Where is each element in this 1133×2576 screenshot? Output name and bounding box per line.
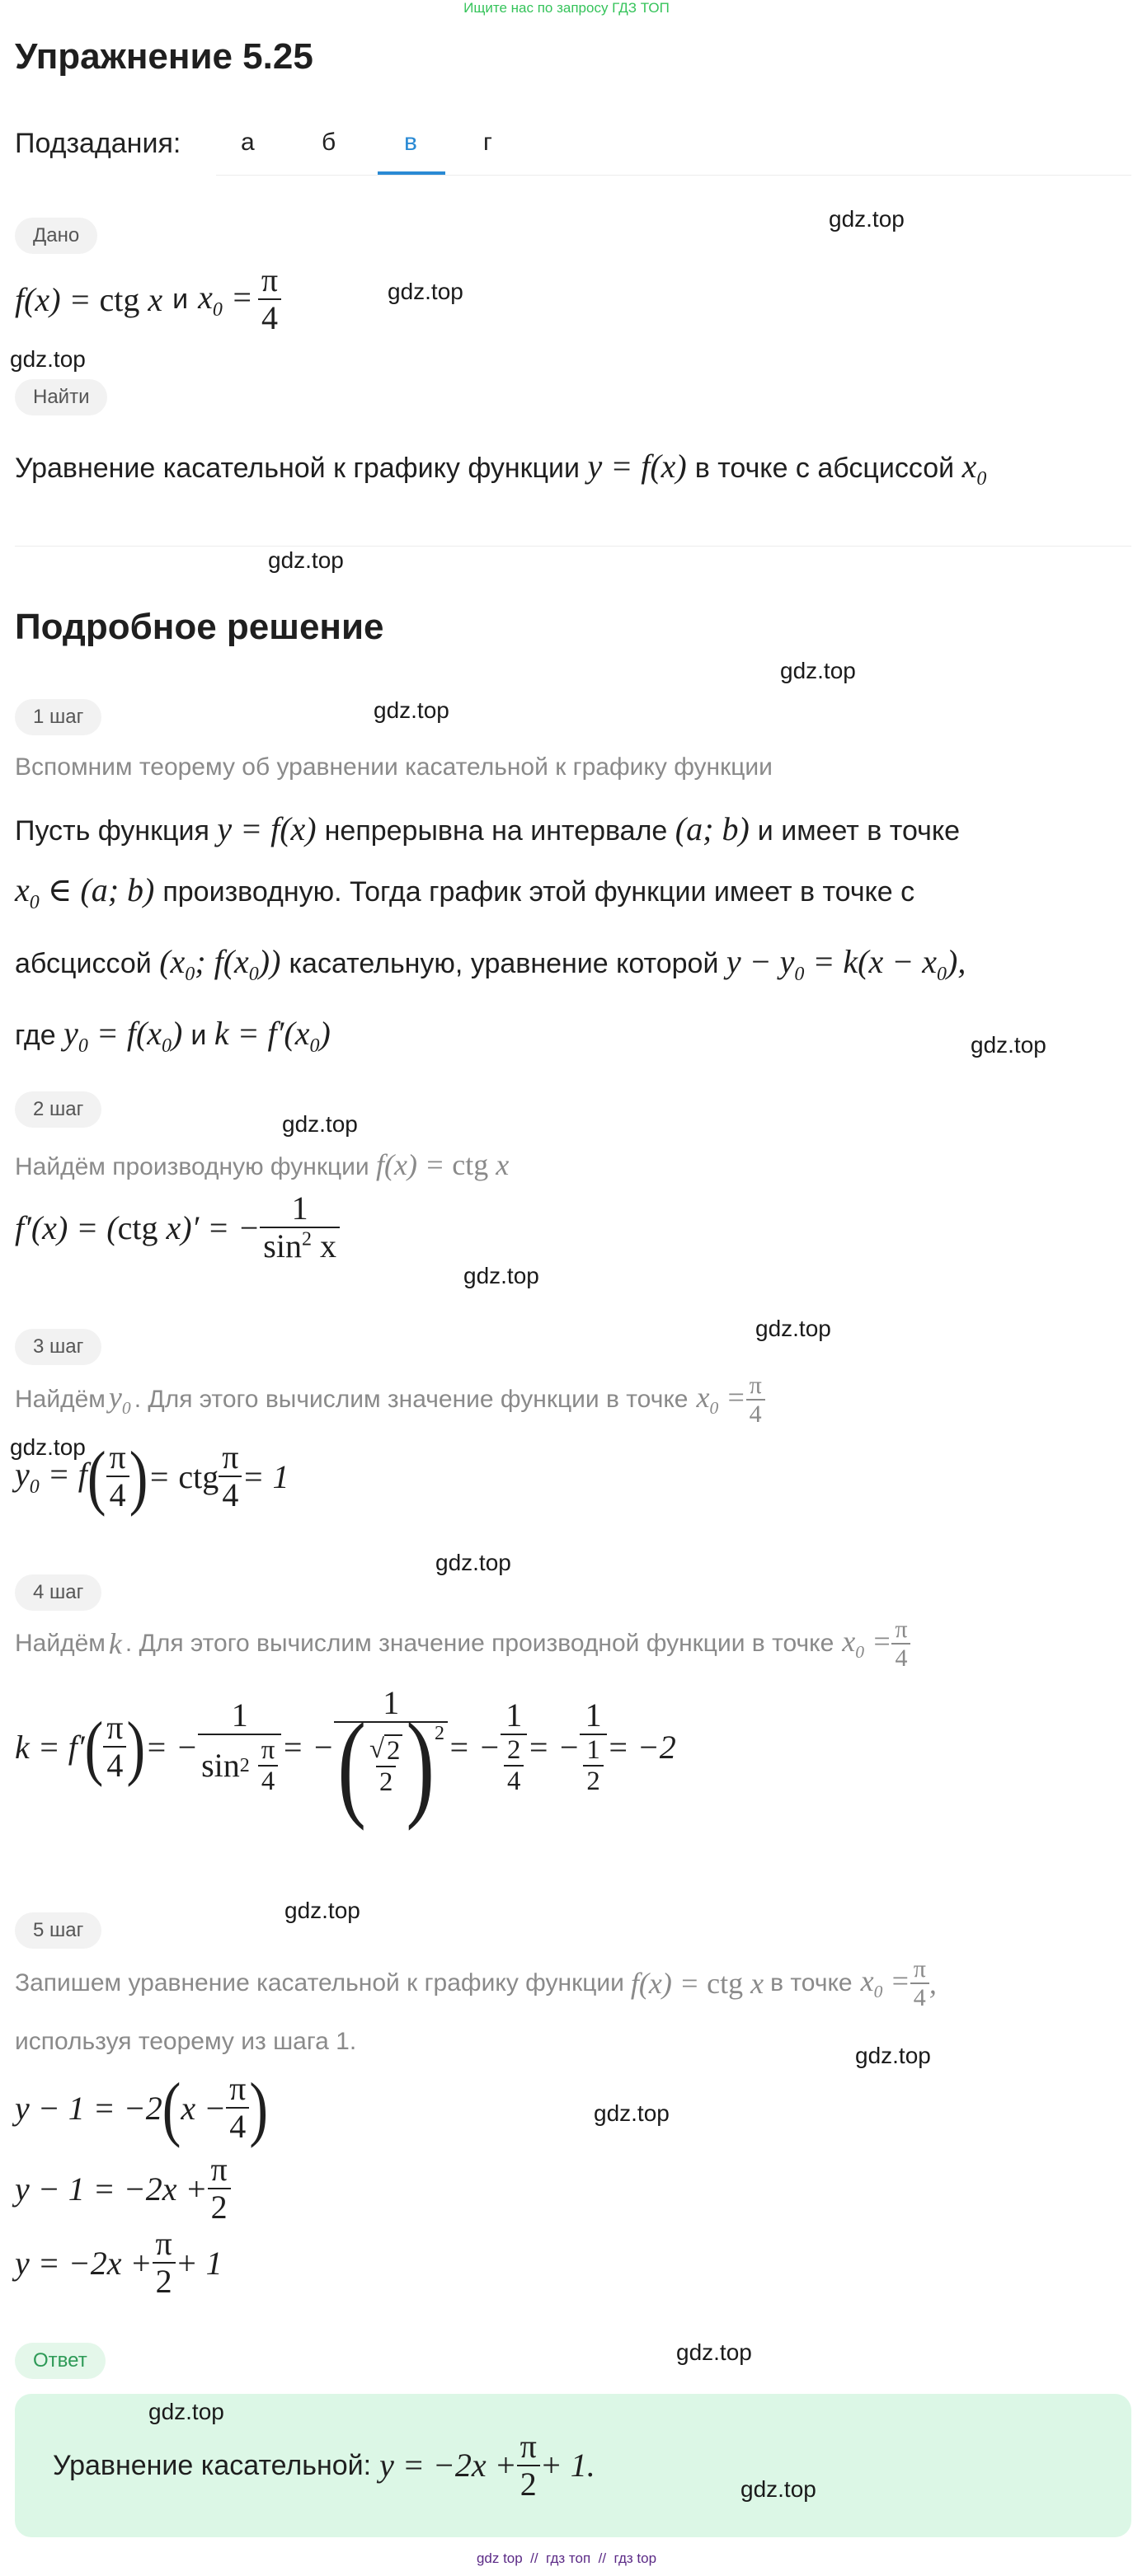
top-banner[interactable]: Ищите нас по запросу ГДЗ ТОП bbox=[463, 0, 670, 16]
find-badge: Найти bbox=[15, 379, 107, 415]
active-tab-indicator bbox=[378, 171, 445, 175]
watermark: gdz.top bbox=[594, 2100, 670, 2126]
step1-desc: Вспомним теорему об уравнении касательной к графику функции bbox=[15, 753, 773, 781]
watermark: gdz.top bbox=[268, 547, 344, 573]
solution-title: Подробное решение bbox=[15, 607, 384, 647]
watermark: gdz.top bbox=[971, 1032, 1046, 1058]
step4-desc: Найдём k . Для этого вычислим значение производной функции в точке $x_0$ = $\frac{\pi}{4}$ bbox=[15, 1616, 911, 1672]
answer-text: Уравнение касательной: y = −2x + $\frac{\pi}{2}$ + 1. bbox=[53, 2428, 595, 2503]
step5-formula-2: y − 1 = −2x + $\frac{\pi}{2}$ bbox=[15, 2151, 231, 2226]
watermark: gdz.top bbox=[284, 1898, 360, 1923]
watermark: gdz.top bbox=[435, 1550, 511, 1575]
subtasks-underline bbox=[216, 175, 1131, 176]
watermark: gdz.top bbox=[740, 2476, 816, 2502]
watermark: gdz.top bbox=[855, 2043, 931, 2068]
watermark: gdz.top bbox=[10, 346, 86, 372]
watermark: gdz.top bbox=[374, 697, 449, 723]
footer-links[interactable]: gdz top // гдз топ // гдз top bbox=[476, 2550, 657, 2566]
step5-badge: 5 шаг bbox=[15, 1912, 101, 1949]
step2-badge: 2 шаг bbox=[15, 1091, 101, 1128]
watermark: gdz.top bbox=[148, 2399, 224, 2424]
step3-badge: 3 шаг bbox=[15, 1329, 101, 1365]
step5-desc-2: используя теорему из шага 1. bbox=[15, 2028, 357, 2055]
step4-badge: 4 шаг bbox=[15, 1574, 101, 1611]
step3-formula: $y_0 = f$ ( $\frac{\pi}{4}$ ) = ctg $\frac{\pi}{4}$ = 1 bbox=[15, 1435, 289, 1518]
step3-desc: Найдём $y_0$ . Для этого вычислим значение функции в точке $x_0$ = $\frac{\pi}{4}$ bbox=[15, 1372, 765, 1428]
step1-theorem: Пусть функция y = f(x) непрерывна на интервале (a; b) и имеет в точке $x_0$ ∈ (a; b) производную. Тогда график этой функции имеет в точке с абсциссой ($x_0$; $f(x_0)$) касательную, уравнение которой $y - y_0 = k(x - x_0)$, где $y_0 = f(x_0)$ и $k = f'(x_0)$ bbox=[15, 810, 966, 1057]
watermark: gdz.top bbox=[10, 1434, 86, 1460]
tab-a[interactable]: а bbox=[241, 129, 255, 156]
given-badge: Дано bbox=[15, 218, 97, 254]
watermark: gdz.top bbox=[780, 658, 856, 683]
page-title: Упражнение 5.25 bbox=[15, 36, 313, 77]
step5-formula-1: y − 1 = −2 ( x − $\frac{\pi}{4}$ ) bbox=[15, 2067, 268, 2149]
watermark: gdz.top bbox=[388, 279, 463, 304]
step5-formula-3: y = −2x + $\frac{\pi}{2}$ + 1 bbox=[15, 2225, 223, 2300]
answer-badge: Ответ bbox=[15, 2343, 106, 2379]
find-text: Уравнение касательной к графику функции y = f(x) в точке с абсциссой $x_0$ bbox=[15, 448, 987, 490]
tab-b[interactable]: б bbox=[322, 129, 336, 156]
watermark: gdz.top bbox=[829, 206, 905, 232]
tab-v[interactable]: в bbox=[404, 129, 417, 156]
step2-desc: Найдём производную функции f(x) = ctg x bbox=[15, 1148, 510, 1181]
section-divider bbox=[15, 546, 1131, 547]
watermark: gdz.top bbox=[463, 1263, 539, 1288]
step1-badge: 1 шаг bbox=[15, 699, 101, 735]
given-formula: f(x) = ctg x и $x_0$ = $\frac{\pi}{4}$ bbox=[15, 262, 281, 336]
watermark: gdz.top bbox=[755, 1316, 831, 1341]
watermark: gdz.top bbox=[676, 2339, 752, 2365]
subtasks-label: Подзадания: bbox=[15, 128, 181, 159]
step5-desc: Запишем уравнение касательной к графику функции f(x) = ctg x в точке $x_0$ = $\frac{\pi}{4}$ , bbox=[15, 1955, 937, 2011]
step4-formula: k = f′ ( $\frac{\pi}{4}$ ) = − 1 sin 2 $\frac{\pi}{4}$ = − 1 ( √ 2 2 ) $^2$ = − $\frac{1}{\frac{2}{4}}$ = − $\frac{1}{\frac{1}{2}}$ = −2 bbox=[15, 1684, 676, 1832]
tab-g[interactable]: г bbox=[483, 129, 492, 156]
watermark: gdz.top bbox=[282, 1111, 358, 1137]
step2-formula: f′(x) = (ctg x)′ = − $\frac{1}{\sin^2 x}$ bbox=[15, 1190, 340, 1265]
